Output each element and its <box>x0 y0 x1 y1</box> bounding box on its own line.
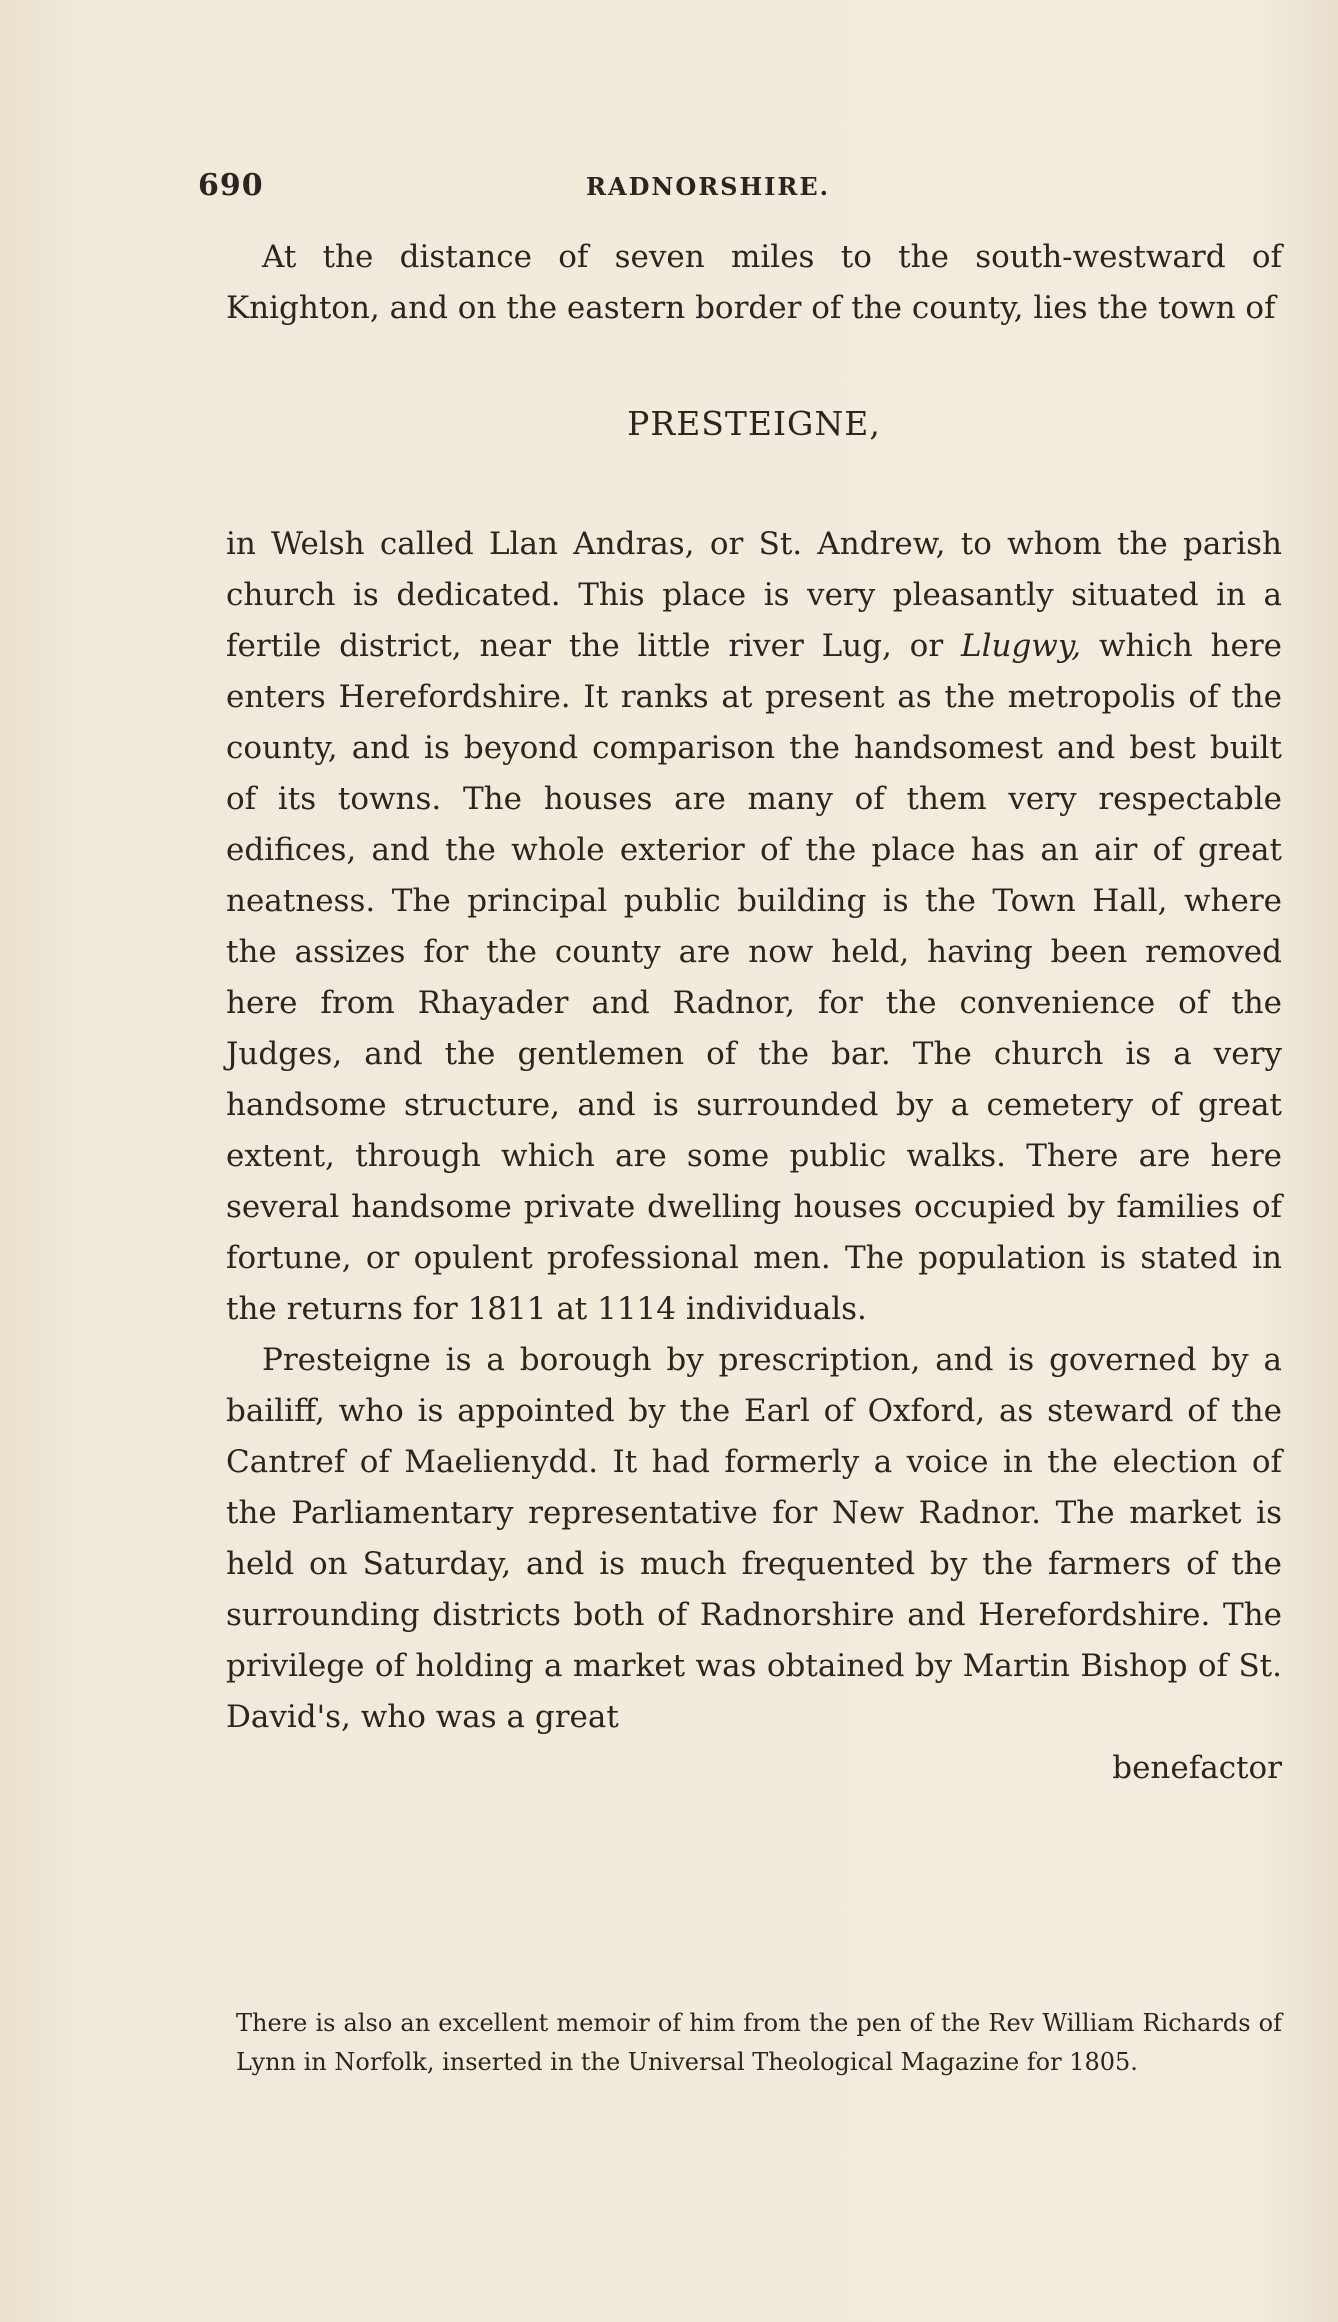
page-header <box>198 168 1298 208</box>
running-head: RADNORSHIRE. <box>586 172 830 201</box>
catchword: benefactor <box>1112 1750 1282 1786</box>
footnote: There is also an excellent memoir of him from the pen of the Rev William Richards of Lynn in Norfolk, inserted in the Universal Theological Magazine for 1805. <box>236 2009 1282 2076</box>
italic-river-name: Llugwy, <box>961 628 1082 664</box>
main-text <box>226 232 1282 1794</box>
paragraph-presteigne-description <box>226 519 1282 1335</box>
paragraph-text-part1: in Welsh called Llan Andras, or St. Andrew, to whom the parish church is dedicated. This place is very pleasantly situated in a fertile district, near the little river Lug, or <box>226 526 1282 664</box>
page-number: 690 <box>198 168 264 203</box>
intro-paragraph: At the distance of seven miles to the south-westward of Knighton, and on the eastern border of the county, lies the town of <box>226 239 1282 326</box>
paragraph-borough: Presteigne is a borough by prescription, and is governed by a bailiff, who is appointed by the Earl of Oxford, as steward of the Cantref of Maelienydd. It had formerly a voice in the election of the Parliamentary representative for New Radnor. The market is held on Saturday, and is much frequented by the farmers of the surrounding districts both of Radnorshire and Herefordshire. The privilege of holding a market was obtained by Martin Bishop of St. David's, who was a great <box>226 1342 1282 1735</box>
paragraph-text-part2: which here enters Herefordshire. It ranks at present as the metropolis of the county, and is beyond comparison the handsomest and best built of its towns. The houses are many of them very respectable edifices, and the whole exterior of the place has an air of great neatness. The principal public building is the Town Hall, where the assizes for the county are now held, having been removed here from Rhayader and Radnor, for the convenience of the Judges, and the gentlemen of the bar. The church is a very handsome structure, and is surrounded by a cemetery of great extent, through which are some public walks. There are here several handsome private dwelling houses occupied by families of fortune, or opulent professional men. The population is stated in the returns for 1811 at 1114 individuals. <box>226 628 1283 1327</box>
section-title: PRESTEIGNE, <box>627 404 881 443</box>
